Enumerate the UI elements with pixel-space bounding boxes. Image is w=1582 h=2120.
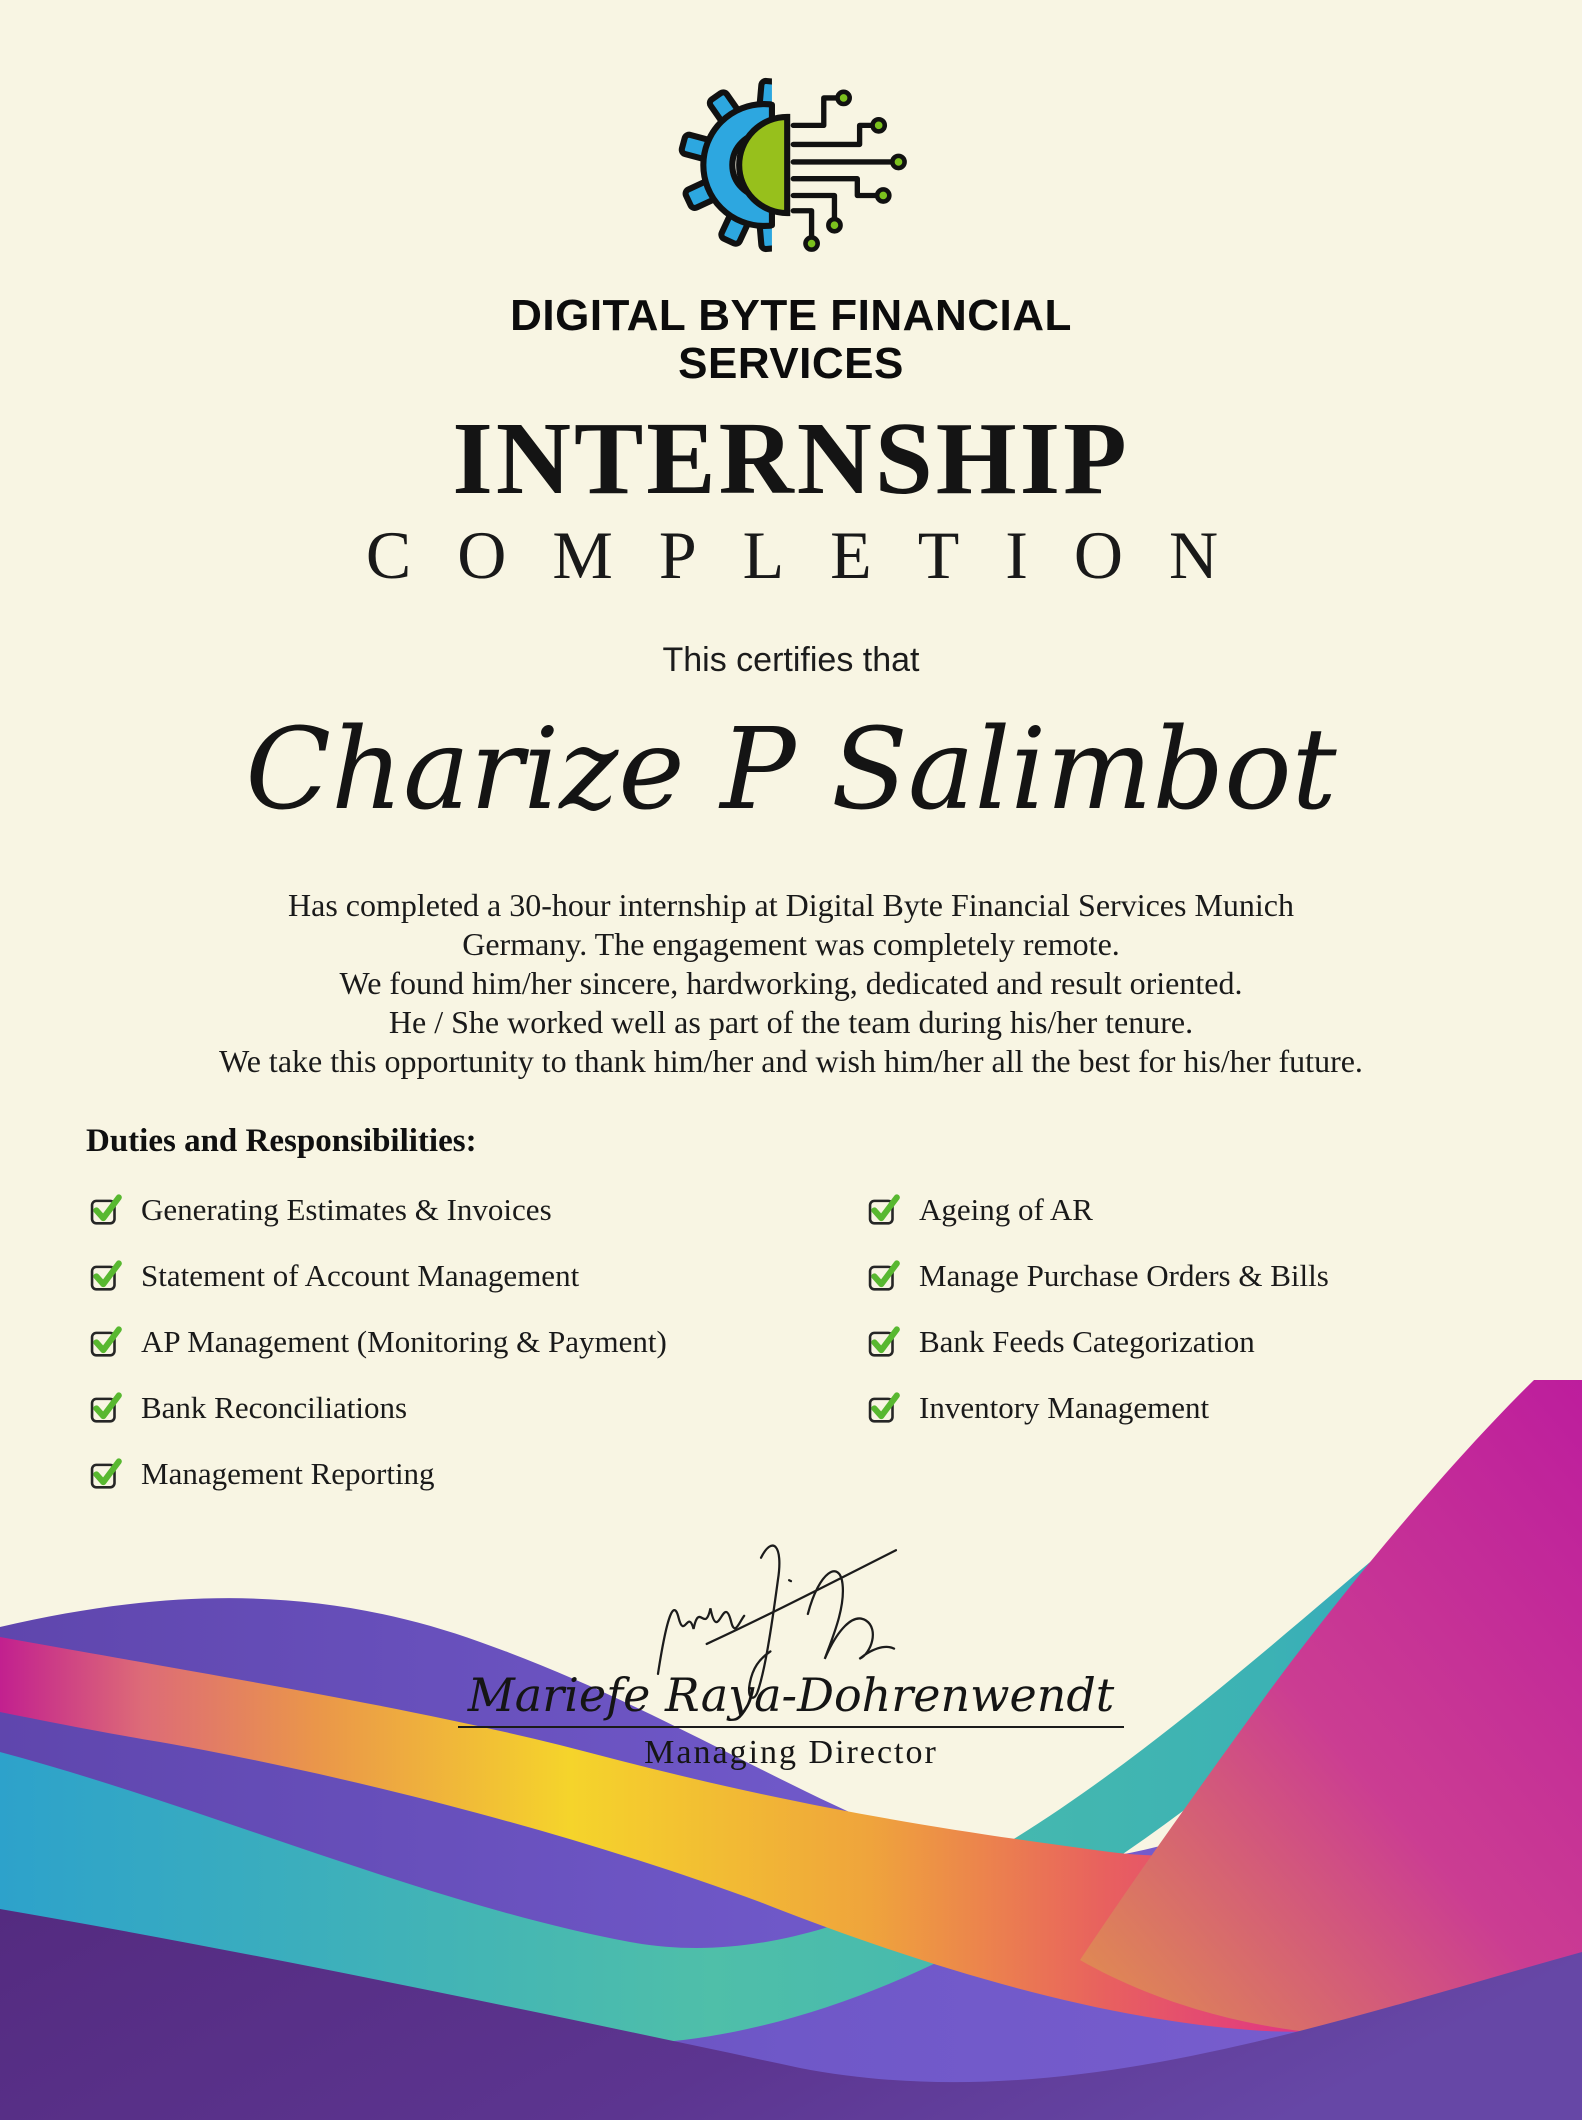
body-paragraph [0,886,1582,1081]
body-line: We take this opportunity to thank him/her and wish him/her all the best for his/her future. [219,1042,1363,1079]
company-name-line2: SERVICES [678,338,904,388]
duty-label: AP Management (Monitoring & Payment) [141,1323,667,1359]
company-logo-icon [665,72,917,258]
checkbox-checked-icon [86,1324,124,1359]
certificate-page [0,72,1582,2120]
duty-item [86,1256,864,1296]
checkbox-checked-icon [864,1324,902,1359]
signatory-title: Managing Director [644,1734,938,1771]
duty-label: Generating Estimates & Invoices [141,1191,552,1227]
duty-item [86,1388,864,1428]
duty-item [86,1190,864,1230]
duty-label: Bank Reconciliations [141,1389,408,1425]
duty-label: Manage Purchase Orders & Bills [919,1257,1329,1293]
checkbox-checked-icon [864,1390,902,1425]
duty-item [864,1322,1582,1362]
checkbox-checked-icon [864,1192,902,1227]
certificate-content [0,72,1582,1520]
duty-label: Bank Feeds Categorization [919,1323,1255,1359]
duty-item [864,1256,1582,1296]
body-line: Germany. The engagement was completely remote. [462,925,1120,962]
checkbox-checked-icon [86,1258,124,1293]
duties-columns [86,1190,1582,1520]
duties-heading: Duties and Responsibilities: [86,1122,477,1159]
checkbox-checked-icon [86,1456,124,1491]
body-line: We found him/her sincere, hardworking, dedicated and result oriented. [339,964,1243,1001]
title-internship: INTERNSHIP [452,401,1130,517]
duties-section [86,1123,1582,1520]
duty-label: Statement of Account Management [141,1257,580,1293]
company-name-line1: DIGITAL BYTE FINANCIAL [510,291,1072,340]
duty-label: Management Reporting [141,1455,435,1491]
body-line: Has completed a 30-hour internship at Digital Byte Financial Services Munich [288,886,1294,923]
title-completion: COMPLETION [365,517,1265,594]
signature-block [0,1524,1582,1772]
recipient-name: Charize P Salimbot [245,705,1337,836]
checkbox-checked-icon [86,1192,124,1227]
duties-left-column [86,1190,864,1520]
body-line: He / She worked well as part of the team during his/her tenure. [388,1003,1194,1040]
duty-item [86,1454,864,1494]
duty-label: Inventory Management [919,1389,1210,1425]
company-name [0,292,1582,387]
duty-item [864,1190,1582,1230]
duty-item [86,1322,864,1362]
duty-item [864,1388,1582,1428]
duty-label: Ageing of AR [919,1191,1093,1227]
checkbox-checked-icon [864,1258,902,1293]
certifies-text: This certifies that [662,641,920,680]
checkbox-checked-icon [86,1390,124,1425]
duties-right-column [864,1190,1582,1520]
signatory-name: Mariefe Raya-Dohrenwendt [458,1668,1125,1728]
